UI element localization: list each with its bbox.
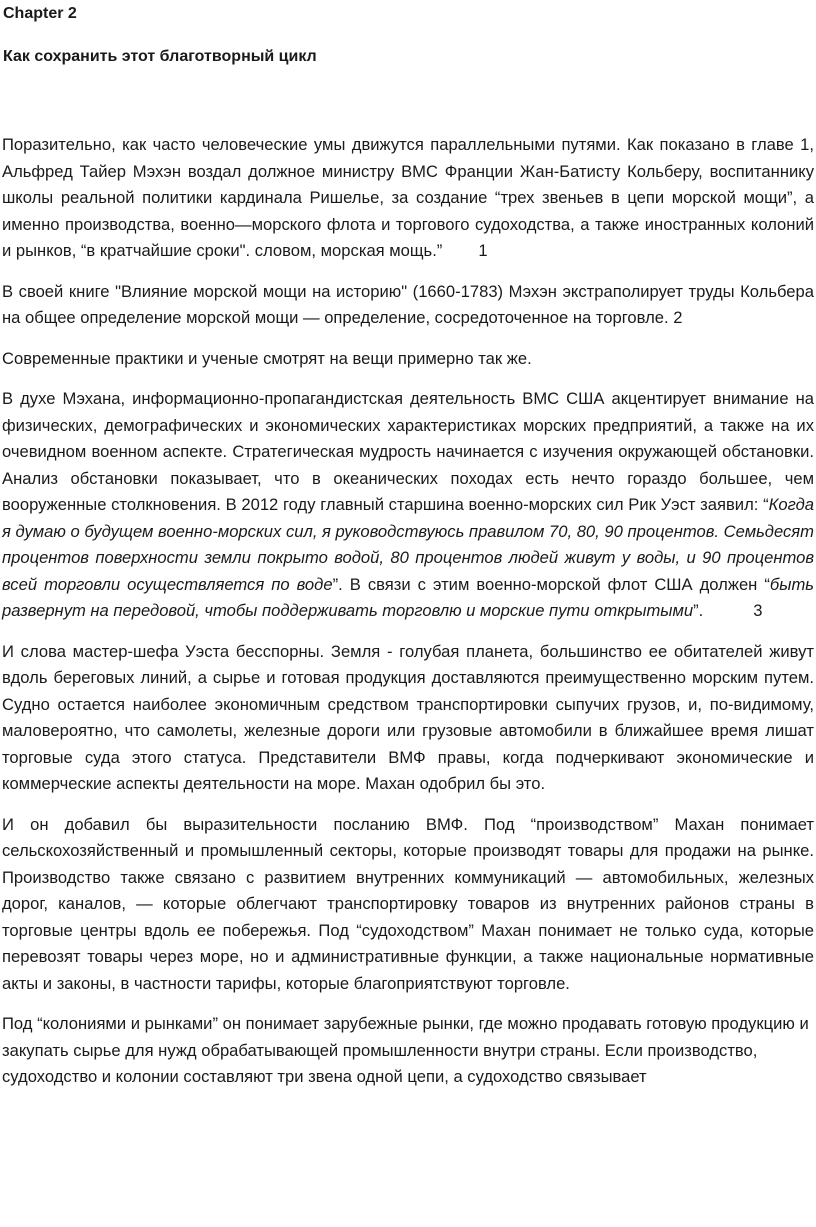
paragraph-2	[2, 279, 814, 332]
paragraph-3: Современные практики и ученые смотрят на вещи примерно так же.	[2, 348, 532, 368]
footnote-marker-1: 1	[478, 241, 488, 260]
quote-west-1: Когда я думаю о будущем военно-морских сил, я руководствуюсь правилом 70, 80, 90 процентов. Семьдесят процентов поверхности земли покрыто водой, 80 процентов людей живут у воды, и 90 процентов всей торговли осуществляется по воде	[2, 495, 814, 594]
paragraph-6: И он добавил бы выразительности посланию ВМФ. Под “производством” Махан понимает сельскохозяйственный и промышленный секторы, которые производят товары для продажи на рынке. Производство также связано с развитием внутренних коммуникаций — автомобильных, железных дорог, каналов, — которые облегчают транспортировку товаров из внутренних районов страны в торговые центры вдоль ее побережья. Под “судоходством” Махан понимает не только суда, которые перевозят товары через море, но и административные функции, а также национальные нормативные акты и законы, в частности тарифы, которые благоприятствуют торговле.	[2, 814, 814, 993]
footnote-marker-3: 3	[753, 601, 763, 620]
quote-west-2: быть развернут на передовой, чтобы поддерживать торговлю и морские пути открытыми	[2, 574, 814, 620]
chapter-label: Chapter 2	[3, 5, 77, 22]
paragraph-5: И слова мастер-шефа Уэста бесспорны. Земля - голубая планета, большинство ее обитателей живут вдоль береговых линий, а сырье и готовая продукция доставляются преимущественно морским путем. Судно остается наиболее экономичным средством транспортировки сыпучих грузов, и, по-видимому, маловероятно, что самолеты, железные дороги или грузовые автомобили в ближайшее время лишат торговые суда этого статуса. Представители ВМФ правы, когда подчеркивают экономические и коммерческие аспекты деятельности на море. Махан одобрил бы это.	[2, 641, 814, 793]
paragraph-4-tail: ”.	[693, 601, 704, 620]
document-body	[2, 132, 814, 1105]
paragraph-1	[2, 132, 814, 265]
chapter-title: Как сохранить этот благотворный цикл	[3, 48, 317, 65]
paragraph-4-lead: В духе Мэхана, информационно-пропагандистская деятельность ВМС США акцентирует внимание на физических, демографических и экономических характеристиках морских предприятий, а также на их очевидном военном аспекте. Стратегическая мудрость начинается с изучения окружающей обстановки. Анализ обстановки показывает, что в океанических походах есть нечто гораздо большее, чем вооруженные столкновения. В 2012 году главный старшина военно-морских сил Рик Уэст заявил: “	[2, 389, 814, 514]
footnote-marker-2: 2	[673, 308, 683, 327]
paragraph-4	[2, 386, 814, 625]
paragraph-4-mid: ”. В связи с этим военно-морской флот США должен “	[332, 574, 770, 594]
paragraph-7: Под “колониями и рынками” он понимает зарубежные рынки, где можно продавать готовую продукцию и закупать сырье для нужд обрабатывающей промышленности внутри страны. Если производство, судоходство и колонии составляют три звена одной цепи, а судоходство связывает	[2, 1014, 809, 1086]
paragraph-2-text: В своей книге "Влияние морской мощи на историю" (1660-1783) Мэхэн экстраполирует труды Кольбера на общее определение морской мощи — определение, сосредоточенное на торговле.	[2, 281, 814, 327]
paragraph-1-text: Поразительно, как часто человеческие умы движутся параллельными путями. Как показано в главе 1, Альфред Тайер Мэхэн воздал должное министру ВМС Франции Жан-Батисту Кольберу, воспитаннику школы реальной политики кардинала Ришелье, за создание “трех звеньев в цепи морской мощи”, а именно производства, военно—морского флота и торгового судоходства, а также иностранных колоний и рынков, “в кратчайшие сроки". словом, морская мощь.”	[2, 135, 814, 260]
